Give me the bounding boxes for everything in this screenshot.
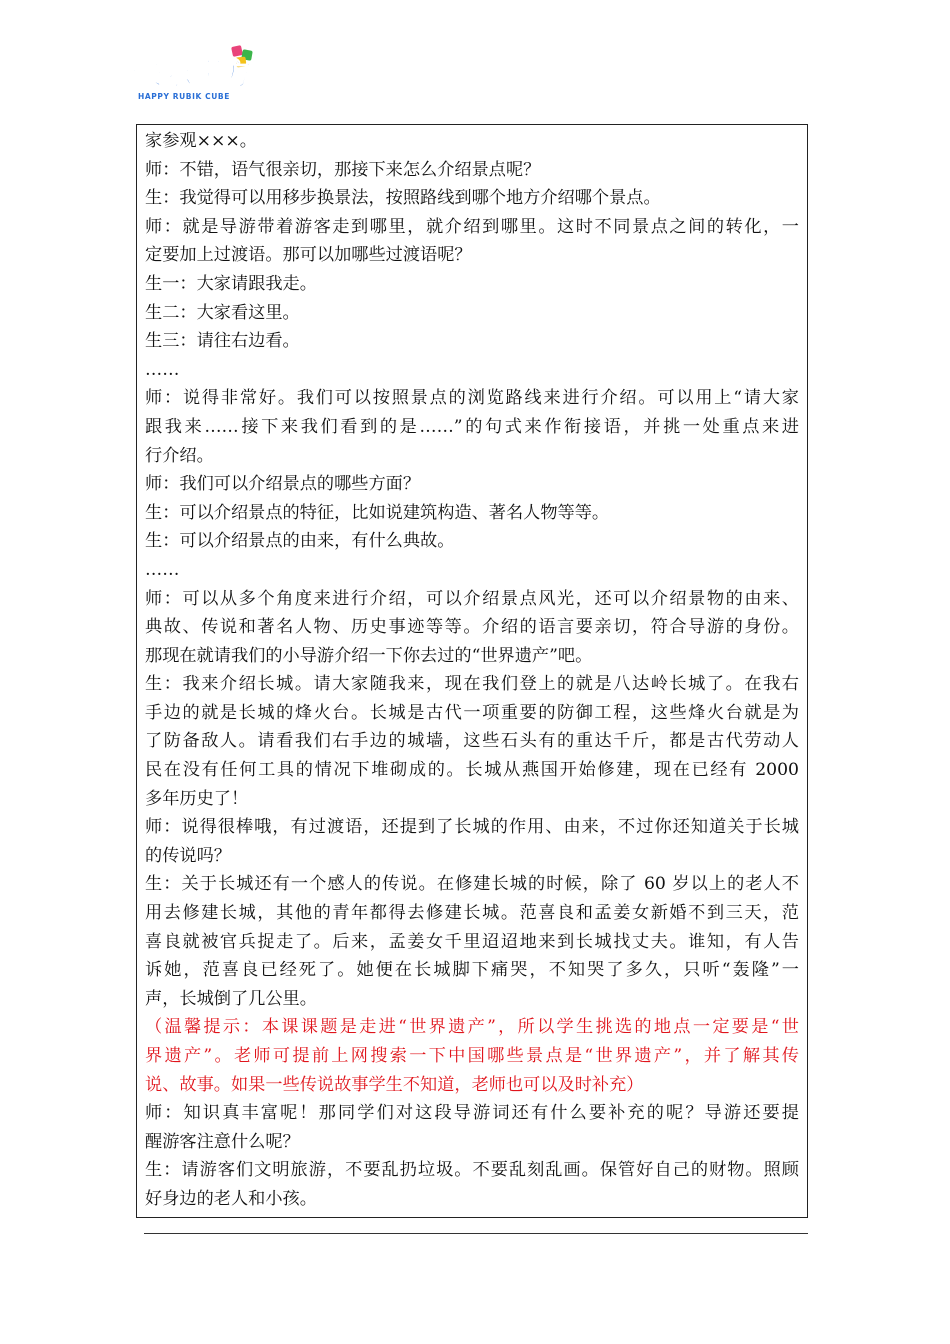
lesson-content-box [136,124,808,1218]
dialogue-line: 定要加上过渡语。那可以加哪些过渡语呢？ [145,245,472,266]
dialogue-line: 师：知识真丰富呢！那同学们对这段导游词还有什么要补充的呢？导游还要提 [145,1103,799,1124]
dialogue-line: 师：我们可以介绍景点的哪些方面？ [145,474,421,495]
tip-text-line: 界遗产”。老师可提前上网搜索一下中国哪些景点是“世界遗产”，并了解其传 [145,1046,799,1066]
happy-rubik-cube-logo [128,44,260,106]
dialogue-line: 家参观×××。 [145,131,257,151]
dialogue-line: 了防备敌人。请看我们右手边的城墙，这些石头有的重达千斤，都是古代劳动人 [145,731,799,752]
dialogue-line: 的传说吗？ [145,845,231,866]
dialogue-line: 声，长城倒了几公里。 [145,988,317,1009]
dialogue-line: 生：我觉得可以用移步换景法，按照路线到哪个地方介绍哪个景点。 [145,188,661,209]
dialogue-line: 生：可以介绍景点的由来，有什么典故。 [145,531,455,552]
dialogue-line: 手边的就是长城的烽火台。长城是古代一项重要的防御工程，这些烽火台就是为 [145,702,799,723]
dialogue-line: 好身边的老人和小孩。 [145,1188,317,1209]
dialogue-line: 喜良就被官兵捉走了。后来，孟姜女千里迢迢地来到长城找丈夫。谁知，有人告 [145,931,799,952]
dialogue-line: 诉她，范喜良已经死了。她便在长城脚下痛哭，不知哭了多久，只听“轰隆”一 [145,960,799,981]
dialogue-line: 师：可以从多个角度来进行介绍，可以介绍景点风光，还可以介绍景物的由来、 [145,588,799,609]
dialogue-line: …… [145,359,180,380]
dialogue-line: 生：我来介绍长城。请大家随我来，现在我们登上的就是八达岭长城了。在我右 [145,674,799,695]
tip-text-line: （温馨提示：本课课题是走进“世界遗产”，所以学生挑选的地点一定要是“世 [145,1017,799,1038]
dialogue-line: 师：说得很棒哦，有过渡语，还提到了长城的作用、由来，不过你还知道关于长城 [145,817,799,838]
dialogue-line: 跟我来……接下来我们看到的是……”的句式来作衔接语，并挑一处重点来进 [145,416,799,437]
dialogue-line: 生：可以介绍景点的特征，比如说建筑构造、著名人物等等。 [145,502,610,523]
logo-title-text: 快乐魔方 [132,57,252,92]
dialogue-line: …… [145,559,180,580]
dialogue-line: 生：关于长城还有一个感人的传说。在修建长城的时候，除了 60 岁以上的老人不 [145,874,799,895]
dialogue-line: 生：请游客们文明旅游，不要乱扔垃圾。不要乱刻乱画。保管好自己的财物。照顾 [145,1160,799,1181]
dialogue-line: 生一：大家请跟我走。 [145,273,317,294]
lesson-text-lines [145,127,799,1214]
dialogue-line: 师：就是导游带着游客走到哪里，就介绍到哪里。这时不同景点之间的转化，一 [145,216,799,237]
footer-divider [144,1233,808,1234]
logo-graphic [128,44,260,106]
dialogue-line: 生三：请往右边看。 [145,331,300,352]
dialogue-line: 醒游客注意什么呢？ [145,1131,300,1152]
dialogue-line: 师：不错，语气很亲切，那接下来怎么介绍景点呢？ [145,159,541,180]
dialogue-line: 多年历史了！ [145,788,249,809]
dialogue-line: 民在没有任何工具的情况下堆砌成的。长城从燕国开始修建，现在已经有 2000 [145,760,799,781]
dialogue-line: 师：说得非常好。我们可以按照景点的浏览路线来进行介绍。可以用上“请大家 [145,388,799,409]
dialogue-line: 那现在就请我们的小导游介绍一下你去过的“世界遗产”吧。 [145,645,593,666]
tip-text-line: 说、故事。如果一些传说故事学生不知道，老师也可以及时补充） [145,1074,644,1095]
dialogue-line: 典故、传说和著名人物、历史事迹等等。介绍的语言要亲切，符合导游的身份。 [145,617,799,638]
dialogue-line: 行介绍。 [145,445,214,466]
logo-subtitle-text: HAPPY RUBIK CUBE [138,92,230,101]
dialogue-line: 生二：大家看这里。 [145,302,300,323]
dialogue-line: 用去修建长城，其他的青年都得去修建长城。范喜良和孟姜女新婚不到三天，范 [145,903,799,924]
